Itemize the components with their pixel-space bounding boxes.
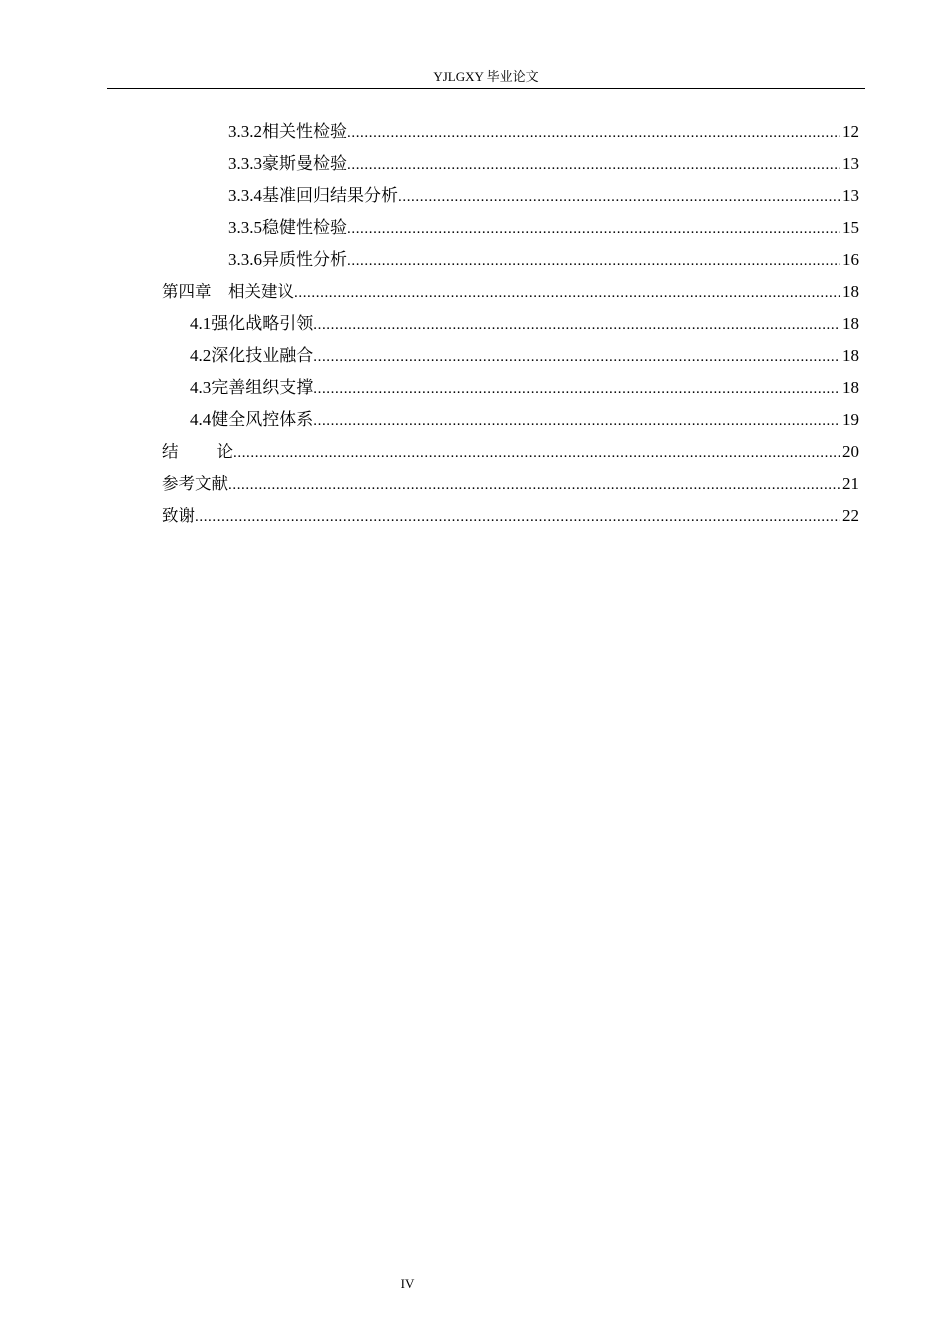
toc-entry-title: 强化战略引领 [211, 314, 314, 333]
toc-entry[interactable] [190, 404, 859, 436]
toc-entry-title: 稳健性检验 [262, 218, 347, 237]
toc-chapter-entry[interactable] [162, 468, 859, 500]
toc-chapter-entry[interactable] [162, 276, 859, 308]
toc-entry-number: 4.3 [190, 378, 212, 397]
toc-entry-number: 3.3.5 [228, 218, 262, 237]
toc-entry-title: 健全风控体系 [211, 410, 314, 429]
toc-dot-leader [313, 341, 840, 373]
toc-chapter-title: 致谢 [162, 506, 195, 525]
toc-entry-page: 16 [842, 250, 859, 269]
toc-entry-number: 3.3.2 [228, 122, 262, 141]
toc-entry[interactable] [228, 116, 859, 148]
toc-entry-title: 异质性分析 [262, 250, 347, 269]
toc-dot-leader [398, 181, 840, 213]
toc-entry[interactable] [228, 148, 859, 180]
header-rule [107, 88, 865, 89]
toc-entry-page: 13 [842, 154, 859, 173]
toc-entry-page: 21 [842, 474, 859, 493]
toc-entry-page: 18 [842, 282, 859, 301]
toc-dot-leader [347, 117, 840, 149]
toc-chapter-entry[interactable] [162, 500, 859, 532]
toc-dot-leader [347, 213, 840, 245]
toc-dot-leader [313, 373, 840, 405]
toc-entry-title: 深化技业融合 [211, 346, 314, 365]
toc-entry[interactable] [228, 212, 859, 244]
toc-entry-title: 完善组织支撑 [211, 378, 314, 397]
toc-entry-number: 4.1 [190, 314, 212, 333]
toc-entry-title: 基准回归结果分析 [262, 186, 398, 205]
toc-entry-page: 20 [842, 442, 859, 461]
toc-dot-leader [195, 501, 840, 533]
toc-chapter-title: 参考文献 [162, 474, 228, 493]
page-number: IV [400, 1276, 415, 1291]
page-header: YJLGXY 毕业论文 [433, 69, 539, 84]
toc-entry-page: 15 [842, 218, 859, 237]
toc-entry-number: 4.4 [190, 410, 212, 429]
toc-entry-page: 19 [842, 410, 859, 429]
toc-entry[interactable] [228, 244, 859, 276]
toc-entry[interactable] [190, 340, 859, 372]
toc-entry-number: 3.3.4 [228, 186, 262, 205]
toc-entry-page: 18 [842, 378, 859, 397]
toc-entry-page: 12 [842, 122, 859, 141]
toc-entry[interactable] [190, 372, 859, 404]
toc-entry-number: 3.3.6 [228, 250, 262, 269]
toc-entry-page: 13 [842, 186, 859, 205]
toc-dot-leader [228, 469, 840, 501]
toc-entry-number: 3.3.3 [228, 154, 262, 173]
toc-entry-title: 相关性检验 [262, 122, 347, 141]
toc-dot-leader [347, 245, 840, 277]
toc-chapter-entry[interactable] [162, 436, 859, 468]
toc-entry-title: 豪斯曼检验 [262, 154, 347, 173]
toc-dot-leader [313, 405, 840, 437]
toc-entry[interactable] [190, 308, 859, 340]
toc-entry-page: 22 [842, 506, 859, 525]
toc-dot-leader [347, 149, 840, 181]
toc-dot-leader [313, 309, 840, 341]
toc-entry[interactable] [228, 180, 859, 212]
toc-chapter-title: 结论 [162, 442, 271, 461]
toc-chapter-title: 第四章 相关建议 [162, 282, 294, 301]
toc-entry-number: 4.2 [190, 346, 212, 365]
toc-entry-page: 18 [842, 314, 859, 333]
toc-dot-leader [233, 437, 840, 469]
toc-dot-leader [294, 277, 840, 309]
toc-entry-page: 18 [842, 346, 859, 365]
